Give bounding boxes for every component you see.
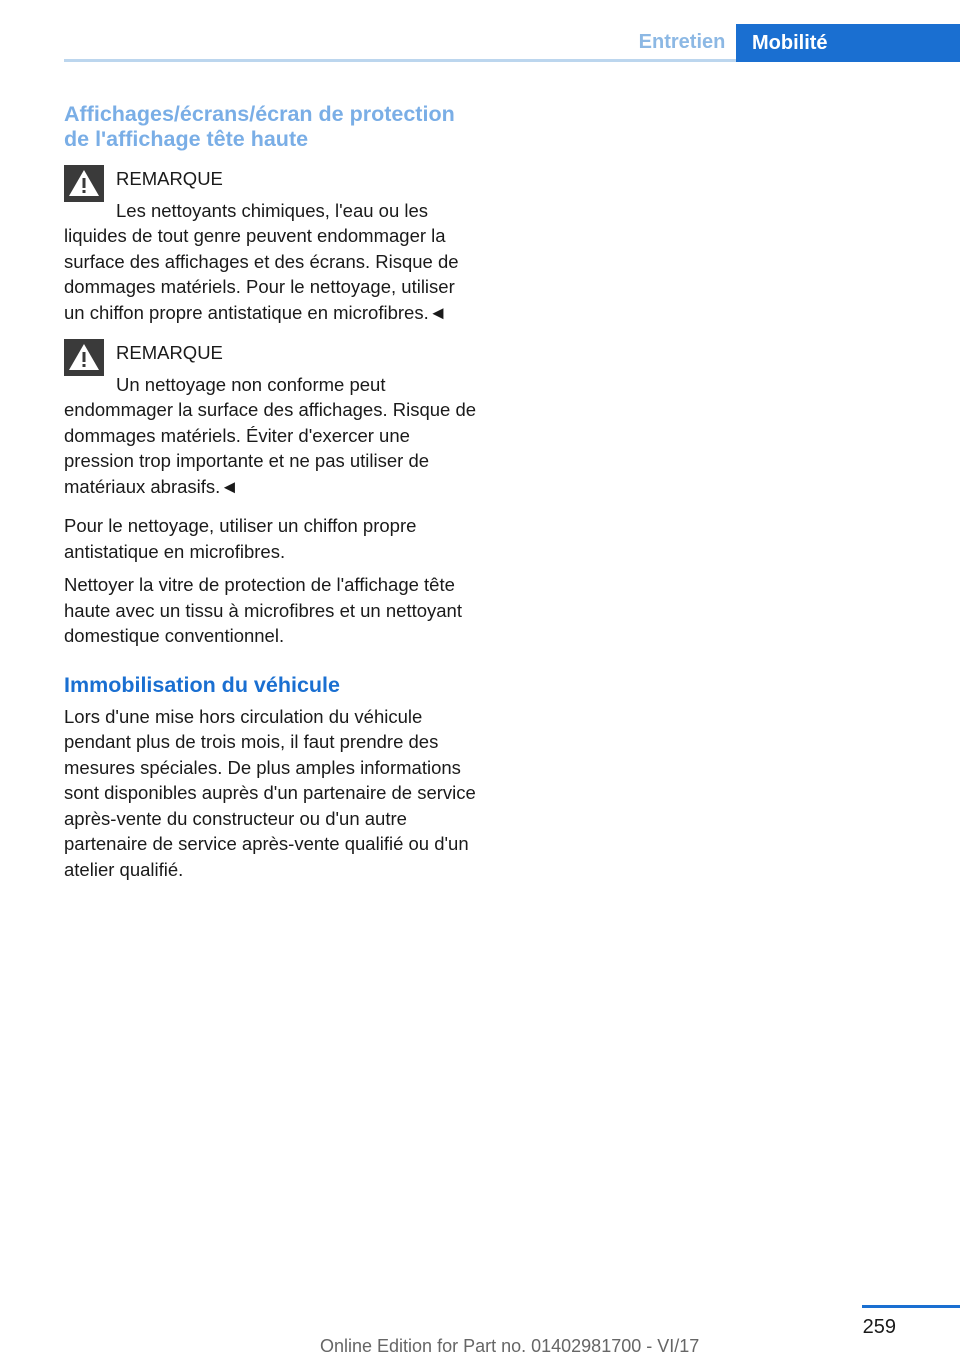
paragraph-immobilisation: Lors d'une mise hors circulation du véhicule pendant plus de trois mois, il faut prendre des mesures spéciales. De plus amples informations sont disponibles auprès d'un partenaire de service après-vente du constructeur ou d'un autre partenaire de service après-vente qualifié ou d'un atelier qualifié. [64,705,476,880]
warning-text: Un nettoyage non conforme peut endommager la surface des affichages. Risque de dommages matériels. Éviter d'exercer une pression trop importante et ne pas utiliser de matériaux abrasifs.◄ [64,373,477,497]
page-number: 259 [862,1316,896,1338]
footer-rule [862,1305,960,1308]
tab-mobilite[interactable]: Mobilité [736,24,960,62]
paragraph-hud-glass: Nettoyer la vitre de protection de l'affichage tête haute avec un tissu à microfibres et un nettoyant domestique conventionnel. [64,574,462,646]
warning-note-1 [64,165,480,325]
section-title-immobilisation: Immobilisation du véhicule [64,672,340,697]
warning-icon [64,339,104,376]
edition-footer: Online Edition for Part no. 01402981700 - VI/17 [320,1336,700,1356]
warning-text: Les nettoyants chimiques, l'eau ou les liquides de tout genre peuvent endommager la surface des affichages et des écrans. Risque de dommages matériels. Pour le nettoyage, utiliser un chiffon propre antistatique en microfibres.◄ [64,199,459,323]
warning-label: REMARQUE [116,168,223,189]
warning-note-2 [64,339,480,499]
tab-entretien[interactable]: Entretien [638,30,726,53]
paragraph-cleaning: Pour le nettoyage, utiliser un chiffon propre antistatique en microfibres. [64,515,417,562]
warning-icon [64,165,104,202]
section-title-displays: Affichages/écrans/écran de protection de l'affichage tête haute [64,102,455,151]
warning-label: REMARQUE [116,342,223,363]
main-column [64,102,480,882]
